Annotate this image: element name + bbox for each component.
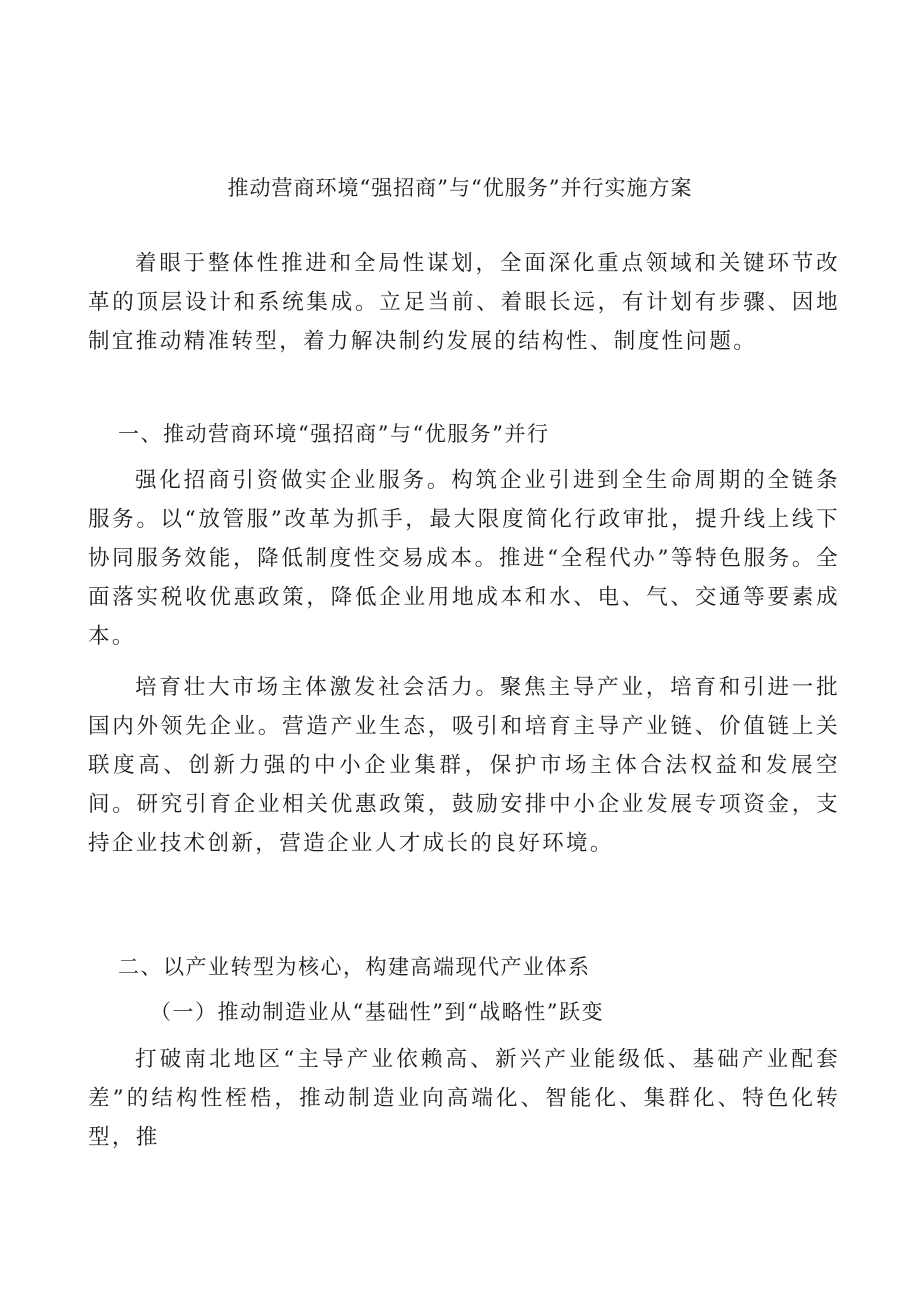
document-title: 推动营商环境“强招商”与“优服务”并行实施方案 [227, 176, 693, 200]
section-2-subheading: （一）推动制造业从“基础性”到“战略性”跃变 [150, 1000, 604, 1024]
section-1-paragraph-2: 培育壮大市场主体激发社会活力。聚焦主导产业，培育和引进一批国内外领先企业。营造产业生态，吸引和培育主导产业链、价值链上关联度高、创新力强的中小企业集群，保护市场主体合法权益和发展空间。研究引育企业相关优惠政策，鼓励安排中小企业发展专项资金，支持企业技术创新，营造企业人才成长的良好环境。 [88, 675, 840, 856]
section-2-heading: 二、以产业转型为核心，构建高端现代产业体系 [118, 955, 591, 979]
section-1-heading: 一、推动营商环境“强招商”与“优服务”并行 [118, 422, 550, 446]
section-1-paragraph-1: 强化招商引资做实企业服务。构筑企业引进到全生命周期的全链条服务。以“放管服”改革为抓手，最大限度简化行政审批，提升线上线下协同服务效能，降低制度性交易成本。推进“全程代办”等特色服务。全面落实税收优惠政策，降低企业用地成本和水、电、气、交通等要素成本。 [88, 468, 840, 649]
section-2-paragraph-1: 打破南北地区“主导产业依赖高、新兴产业能级低、基础产业配套差”的结构性桎梏，推动制造业向高端化、智能化、集群化、特色化转型，推 [88, 1047, 840, 1150]
intro-paragraph: 着眼于整体性推进和全局性谋划，全面深化重点领域和关键环节改革的顶层设计和系统集成。立足当前、着眼长远，有计划有步骤、因地制宜推动精准转型，着力解决制约发展的结构性、制度性问题。 [88, 251, 840, 354]
